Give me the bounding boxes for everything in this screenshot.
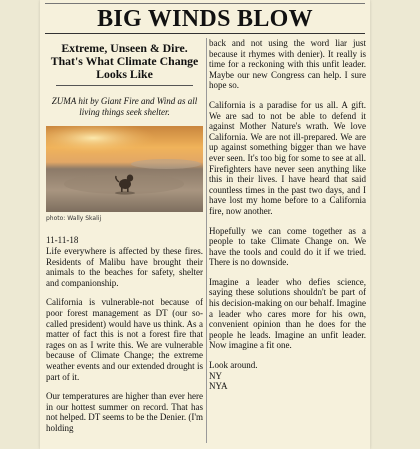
column-divider xyxy=(206,38,207,443)
right-paragraph-1: back and not using the word liar just because it rhymes with denier). It really is time for a reckoning with this unfit leader. Maybe our new Congress can help. I sure hope so. xyxy=(209,38,366,91)
beach-dog-photo xyxy=(46,126,203,212)
left-paragraph-2: California is vulnerable-not because of poor forest management as DT (our so-called president) would have us think. As a matter of fact this is not a forest fire that rages on as I write this. We are vulnerable because of Climate Change; the extreme weather events and our extended drought is part of it. xyxy=(46,297,203,382)
subhead-rule xyxy=(56,85,193,86)
left-column xyxy=(46,38,203,443)
right-paragraph-3: Hopefully we can come together as a people to take Climate Change on. We have the tools and could do it if we tried. There is no downside. xyxy=(209,225,366,268)
left-paragraph-3: Our temperatures are higher than ever here in our hottest summer on record. That has not helped. DT seems to be the Denier. (I'm holding xyxy=(46,391,203,433)
right-paragraph-2: California is a paradise for us all. A gift. We are sad to not be able to defend it against Mother Nature's wrath. We love California. We are not ill-prepared. We are up against something bigger than we have ever seen. It's too big for some to see at all. Firefighters have never seen anything like this in their lives. I have heard that said countless times in the past two days, and I have lost my home before to a California fire, now another. xyxy=(209,99,366,216)
signoff-line-1: Look around. xyxy=(209,360,258,371)
left-paragraph-1: Life everywhere is affected by these fires. Residents of Malibu have brought their animals to the beaches for safety, shelter and companionship. xyxy=(46,246,203,288)
right-paragraph-4: Imagine a leader who defies science, saying these solutions shouldn't be part of his decision-making on our behalf. Imagine a leader who cares more for his own, convenient opinion than he does for the people he leads. Imagine an unfit leader. Now imagine a fit one. xyxy=(209,276,366,351)
deck: ZUMA hit by Giant Fire and Wind as all living things seek shelter. xyxy=(51,96,198,117)
headline: BIG WINDS BLOW xyxy=(97,6,313,32)
signoff-line-3: NYA xyxy=(209,381,228,392)
top-rule xyxy=(45,3,365,4)
photo-caption: photo: Wally Skalij xyxy=(46,215,102,222)
subhead: Extreme, Unseen & Dire. That's What Climate Change Looks Like xyxy=(50,41,199,81)
signoff-line-2: NY xyxy=(209,370,222,381)
article-date: 11-11-18 xyxy=(46,235,79,245)
newspaper-page xyxy=(40,0,370,449)
right-column xyxy=(209,38,366,392)
headline-rule xyxy=(45,33,365,34)
